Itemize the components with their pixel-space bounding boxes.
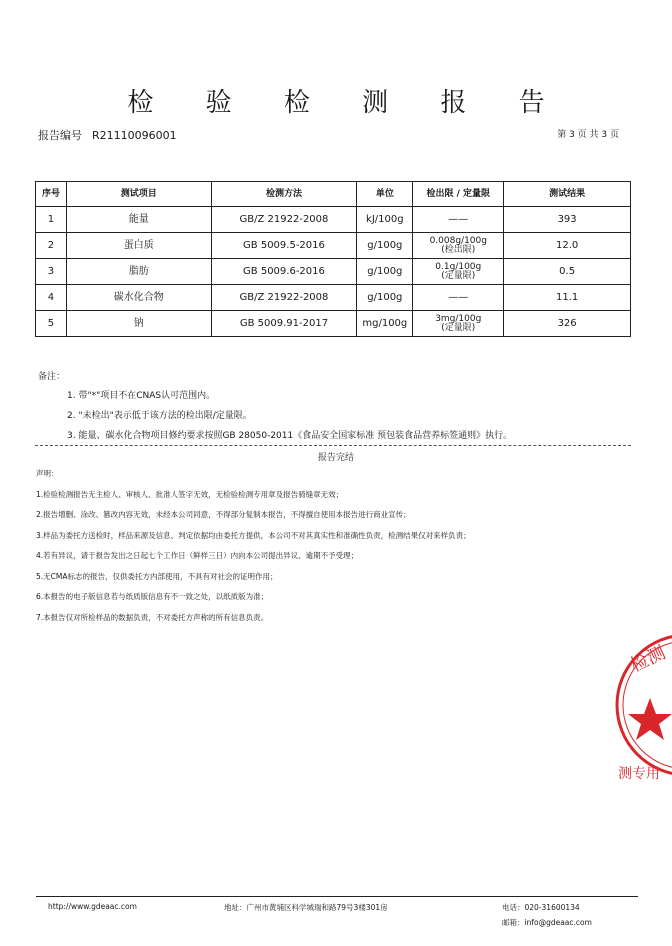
footer-website[interactable]: http://www.gdeaac.com <box>48 902 137 911</box>
header-unit: 单位 <box>357 182 413 207</box>
cell-method: GB/Z 21922-2008 <box>211 207 357 233</box>
table-row <box>36 259 631 285</box>
declaration-item: 7.本报告仅对所检样品的数据负责，不对委托方声称的所有信息负责。 <box>36 612 269 622</box>
table-row <box>36 311 631 337</box>
declaration-item: 6.本报告的电子版信息若与纸质版信息有不一致之处，以纸质版为准； <box>36 592 269 601</box>
page-number: 第 3 页 共 3 页 <box>557 130 619 140</box>
note-item: 3. 能量、碳水化合物项目修约要求按照GB 28050-2011《食品安全国家标准 预包装食品营养标签通则》执行。 <box>67 431 513 441</box>
footer-email[interactable]: 邮箱：info@gdeaac.com <box>502 918 592 927</box>
declaration-item: 5.无CMA标志的报告，仅供委托方内部使用，不具有对社会的证明作用； <box>36 571 278 581</box>
cell-item: 蛋白质 <box>66 233 211 259</box>
header-no: 序号 <box>36 182 67 207</box>
declaration-section <box>36 468 471 632</box>
footer-phone: 电话：020-31600134 <box>502 903 580 912</box>
cell-result: 12.0 <box>504 233 631 259</box>
header-item: 测试项目 <box>66 182 211 207</box>
header-method: 检测方法 <box>211 182 357 207</box>
table-row <box>36 233 631 259</box>
cell-item: 碳水化合物 <box>66 285 211 311</box>
table-row <box>36 285 631 311</box>
declaration-item: 4.若有异议，请于报告发出之日起七个工作日（鲜样三日）内向本公司提出异议、逾期不予受理； <box>36 551 359 560</box>
report-number-value: R21110096001 <box>92 129 177 142</box>
header-limit: 检出限 / 定量限 <box>413 182 504 207</box>
table-header-row <box>36 182 631 207</box>
limit-note: (定量限) <box>441 270 476 281</box>
cell-limit <box>413 311 504 337</box>
limit-value: —— <box>448 292 469 303</box>
note-item: 1. 带"*"项目不在CNAS认可范围内。 <box>67 391 216 401</box>
declaration-label: 声明： <box>36 469 59 478</box>
cell-result: 393 <box>504 207 631 233</box>
stamp-text-bottom: 测专用 <box>618 766 660 780</box>
limit-value: —— <box>448 214 469 225</box>
cell-no: 5 <box>36 311 67 337</box>
cell-unit: kJ/100g <box>357 207 413 233</box>
cell-limit <box>413 207 504 233</box>
cell-unit: mg/100g <box>357 311 413 337</box>
results-table <box>35 181 631 337</box>
report-number <box>38 127 177 143</box>
footer-divider <box>36 896 638 897</box>
cell-limit <box>413 259 504 285</box>
notes-section <box>38 369 512 448</box>
limit-note: (定量限) <box>441 322 476 333</box>
cell-limit <box>413 233 504 259</box>
report-title: 检 验 检 测 报 告 <box>127 88 567 118</box>
table-row <box>36 207 631 233</box>
cell-item: 能量 <box>66 207 211 233</box>
cell-result: 326 <box>504 311 631 337</box>
cell-method: GB 5009.91-2017 <box>211 311 357 337</box>
footer-address: 地址：广州市黄埔区科学城瑞和路79号3楼301房 <box>224 903 388 912</box>
limit-value: 0.008g/100g <box>429 235 487 246</box>
limit-note: (检出限) <box>441 244 476 255</box>
dashed-divider <box>35 445 631 446</box>
stamp-text-top: 检测 <box>627 642 669 677</box>
cell-result: 0.5 <box>504 259 631 285</box>
cell-no: 1 <box>36 207 67 233</box>
limit-value: 3mg/100g <box>435 313 482 324</box>
cell-method: GB 5009.5-2016 <box>211 233 357 259</box>
report-end-text: 报告完结 <box>317 453 354 463</box>
cell-no: 3 <box>36 259 67 285</box>
cell-method: GB/Z 21922-2008 <box>211 285 357 311</box>
inspection-seal-stamp <box>612 630 672 780</box>
cell-item: 脂肪 <box>66 259 211 285</box>
declaration-item: 2.报告增删、涂改、篡改内容无效，未经本公司同意，不得部分复制本报告，不得擅自使用本报告进行商业宣传； <box>36 510 411 519</box>
cell-unit: g/100g <box>357 285 413 311</box>
report-number-label: 报告编号 <box>38 129 82 142</box>
declaration-item: 1.检验检测报告无主检人、审核人、批准人签字无效，无检验检测专用章及报告骑缝章无效； <box>36 489 344 499</box>
cell-unit: g/100g <box>357 259 413 285</box>
note-item: 2. "未检出"表示低于该方法的检出限/定量限。 <box>67 411 252 421</box>
cell-no: 4 <box>36 285 67 311</box>
header-result: 测试结果 <box>504 182 631 207</box>
cell-no: 2 <box>36 233 67 259</box>
notes-label: 备注： <box>38 372 66 382</box>
limit-value: 0.1g/100g <box>435 261 482 272</box>
declaration-item: 3.样品为委托方送检时，样品来源及信息、判定依据均由委托方提供，本公司不对其真实性和准确性负责，检测结果仅对来样负责； <box>36 530 471 540</box>
cell-method: GB 5009.6-2016 <box>211 259 357 285</box>
cell-limit <box>413 285 504 311</box>
cell-unit: g/100g <box>357 233 413 259</box>
cell-result: 11.1 <box>504 285 631 311</box>
cell-item: 钠 <box>66 311 211 337</box>
